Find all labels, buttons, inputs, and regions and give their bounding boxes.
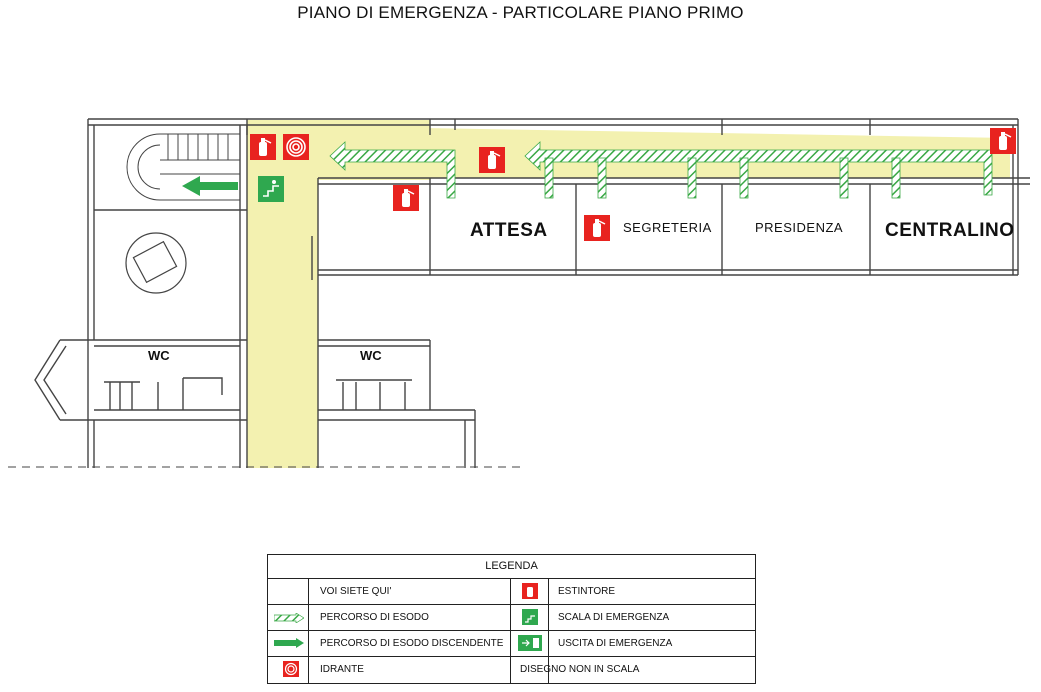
legend-label-descending-escape-route: PERCORSO DI ESODO DISCENDENTE bbox=[320, 638, 504, 649]
legend-label-emergency-stair: SCALA DI EMERGENZA bbox=[558, 612, 670, 623]
descending-escape-arrow bbox=[182, 176, 238, 196]
extinguisher-sign bbox=[479, 147, 505, 173]
staircase bbox=[127, 134, 240, 200]
legend-label-escape-route: PERCORSO DI ESODO bbox=[320, 612, 429, 623]
column-element bbox=[126, 233, 186, 293]
extinguisher-sign bbox=[990, 128, 1016, 154]
room-label-wc-left: WC bbox=[148, 348, 170, 363]
room-label-centralino: CENTRALINO bbox=[885, 220, 1015, 241]
extinguisher-sign bbox=[584, 215, 610, 241]
legend-label-you-are-here: VOI SIETE QUI' bbox=[320, 586, 392, 597]
page-title: PIANO DI EMERGENZA - PARTICOLARE PIANO PRIMO bbox=[297, 3, 744, 22]
escape-route-arrow-icon bbox=[274, 613, 304, 623]
extinguisher-icon bbox=[522, 583, 538, 599]
room-label-segreteria: SEGRETERIA bbox=[623, 220, 712, 235]
legend-label-hydrant: IDRANTE bbox=[320, 664, 364, 675]
hydrant-icon bbox=[283, 661, 299, 677]
legend-note-not-to-scale: DISEGNO NON IN SCALA bbox=[520, 664, 640, 675]
legend bbox=[267, 554, 756, 684]
room-label-attesa: ATTESA bbox=[470, 220, 548, 241]
room-label-presidenza: PRESIDENZA bbox=[755, 220, 844, 235]
legend-label-emergency-exit: USCITA DI EMERGENZA bbox=[558, 638, 673, 649]
descending-escape-arrow-icon bbox=[274, 638, 304, 648]
legend-title: LEGENDA bbox=[485, 560, 538, 572]
room-label-wc-right: WC bbox=[360, 348, 382, 363]
hydrant-sign bbox=[283, 134, 309, 160]
emergency-stair-sign bbox=[258, 176, 284, 202]
extinguisher-sign bbox=[250, 134, 276, 160]
legend-label-extinguisher: ESTINTORE bbox=[558, 586, 616, 597]
emergency-exit-icon bbox=[518, 635, 542, 651]
extinguisher-sign bbox=[393, 185, 419, 211]
emergency-stair-icon bbox=[522, 609, 538, 625]
